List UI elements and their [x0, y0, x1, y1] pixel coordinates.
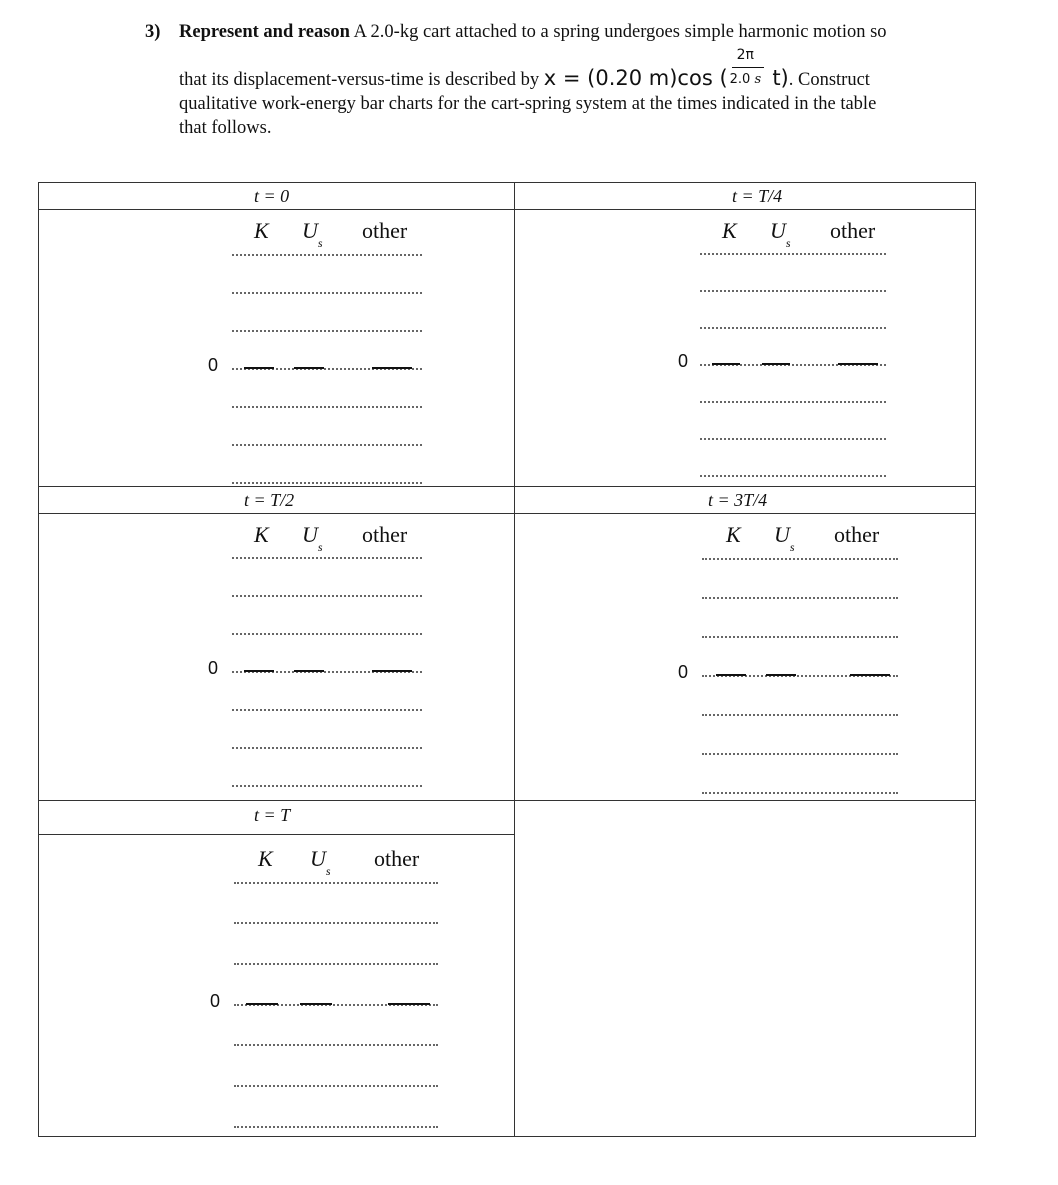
table-border-right — [975, 182, 976, 1137]
other-zero-bar — [372, 670, 412, 672]
question-line-3: qualitative work-energy bar charts for the cart-spring system at the times indicated in the table — [179, 94, 877, 114]
fraction-numerator: 2π — [736, 47, 754, 63]
bar-chart-gridline — [232, 330, 422, 332]
spring-energy-label: $U_s$ — [302, 522, 323, 555]
k-zero-bar — [244, 670, 274, 672]
zero-label: 0 — [678, 662, 689, 682]
question-line-1-text: A 2.0-kg cart attached to a spring undergoes simple harmonic motion so — [349, 22, 887, 42]
other-energy-label: other — [362, 218, 408, 243]
table-row-divider — [38, 834, 515, 835]
bar-chart-gridline — [702, 714, 898, 716]
bar-chart-gridline — [234, 922, 438, 924]
spring-energy-label: $U_s$ — [774, 522, 795, 555]
bar-chart-gridline — [232, 595, 422, 597]
question-line-2-text: that its displacement-versus-time is described by — [179, 70, 544, 90]
us-zero-bar — [762, 363, 790, 365]
equation-end: t) — [765, 66, 789, 90]
kinetic-energy-label: K — [254, 218, 269, 243]
k-zero-bar — [712, 363, 740, 365]
zero-label: 0 — [210, 991, 221, 1011]
zero-label: 0 — [678, 351, 689, 371]
question-line-2-end: . Construct — [788, 70, 870, 90]
bar-chart-gridline — [232, 292, 422, 294]
bar-chart-gridline — [702, 792, 898, 794]
zero-label: 0 — [208, 355, 219, 375]
spring-energy-label: $U_s$ — [770, 218, 791, 251]
kinetic-energy-label: K — [258, 846, 273, 871]
table-border-bottom — [38, 1136, 976, 1137]
other-energy-label: other — [374, 846, 420, 871]
bar-chart-gridline — [234, 882, 438, 884]
other-zero-bar — [372, 367, 412, 369]
table-border-left — [38, 182, 39, 1137]
k-zero-bar — [246, 1003, 278, 1005]
zero-label: 0 — [208, 658, 219, 678]
other-zero-bar — [850, 674, 890, 676]
equation-amplitude: (0.20 m)cos ( — [587, 66, 728, 90]
bar-chart-gridline — [700, 290, 886, 292]
bar-chart-gridline — [232, 482, 422, 484]
kinetic-energy-label: K — [254, 522, 269, 547]
question-number: 3) — [145, 22, 161, 42]
table-row-divider — [38, 209, 976, 210]
table-column-divider — [514, 182, 515, 1137]
us-zero-bar — [294, 670, 324, 672]
bar-chart-gridline — [232, 747, 422, 749]
spring-energy-label: $U_s$ — [310, 846, 331, 879]
time-label: t = T/4 — [732, 186, 783, 206]
table-border-top — [38, 182, 976, 183]
fraction-denominator: 2.0 s — [729, 72, 762, 87]
bar-chart-gridline — [232, 785, 422, 787]
k-zero-bar — [244, 367, 274, 369]
bar-chart-gridline — [700, 253, 886, 255]
other-energy-label: other — [362, 522, 408, 547]
us-zero-bar — [300, 1003, 332, 1005]
equation-lhs: x = — [543, 66, 588, 90]
bar-chart-gridline — [234, 1126, 438, 1128]
other-energy-label: other — [834, 522, 880, 547]
question-lead: Represent and reason — [179, 22, 350, 42]
table-row-divider — [38, 486, 976, 487]
time-label: t = T/2 — [244, 490, 295, 510]
bar-chart-gridline — [700, 401, 886, 403]
bar-chart-gridline — [700, 327, 886, 329]
table-row-divider — [38, 800, 976, 801]
us-zero-bar — [294, 367, 324, 369]
bar-chart-gridline — [232, 254, 422, 256]
bar-chart-gridline — [702, 597, 898, 599]
bar-chart-gridline — [232, 444, 422, 446]
bar-chart-gridline — [700, 438, 886, 440]
bar-chart-gridline — [700, 475, 886, 477]
bar-chart-gridline — [234, 963, 438, 965]
bar-chart-gridline — [702, 636, 898, 638]
bar-chart-gridline — [702, 558, 898, 560]
bar-chart-gridline — [702, 753, 898, 755]
time-label: t = T — [254, 805, 291, 825]
bar-chart-gridline — [232, 557, 422, 559]
bar-chart-gridline — [234, 1044, 438, 1046]
kinetic-energy-label: K — [726, 522, 741, 547]
bar-chart-gridline — [234, 1085, 438, 1087]
spring-energy-label: $U_s$ — [302, 218, 323, 251]
time-label: t = 0 — [254, 186, 290, 206]
other-zero-bar — [388, 1003, 430, 1005]
time-label: t = 3T/4 — [708, 490, 768, 510]
bar-chart-gridline — [232, 633, 422, 635]
question-line-1 — [179, 20, 887, 44]
us-zero-bar — [766, 674, 796, 676]
bar-chart-gridline — [232, 709, 422, 711]
bar-chart-gridline — [232, 406, 422, 408]
question-line-4: that follows. — [179, 118, 272, 138]
kinetic-energy-label: K — [722, 218, 737, 243]
other-energy-label: other — [830, 218, 876, 243]
other-zero-bar — [838, 363, 878, 365]
k-zero-bar — [716, 674, 746, 676]
table-row-divider — [38, 513, 976, 514]
